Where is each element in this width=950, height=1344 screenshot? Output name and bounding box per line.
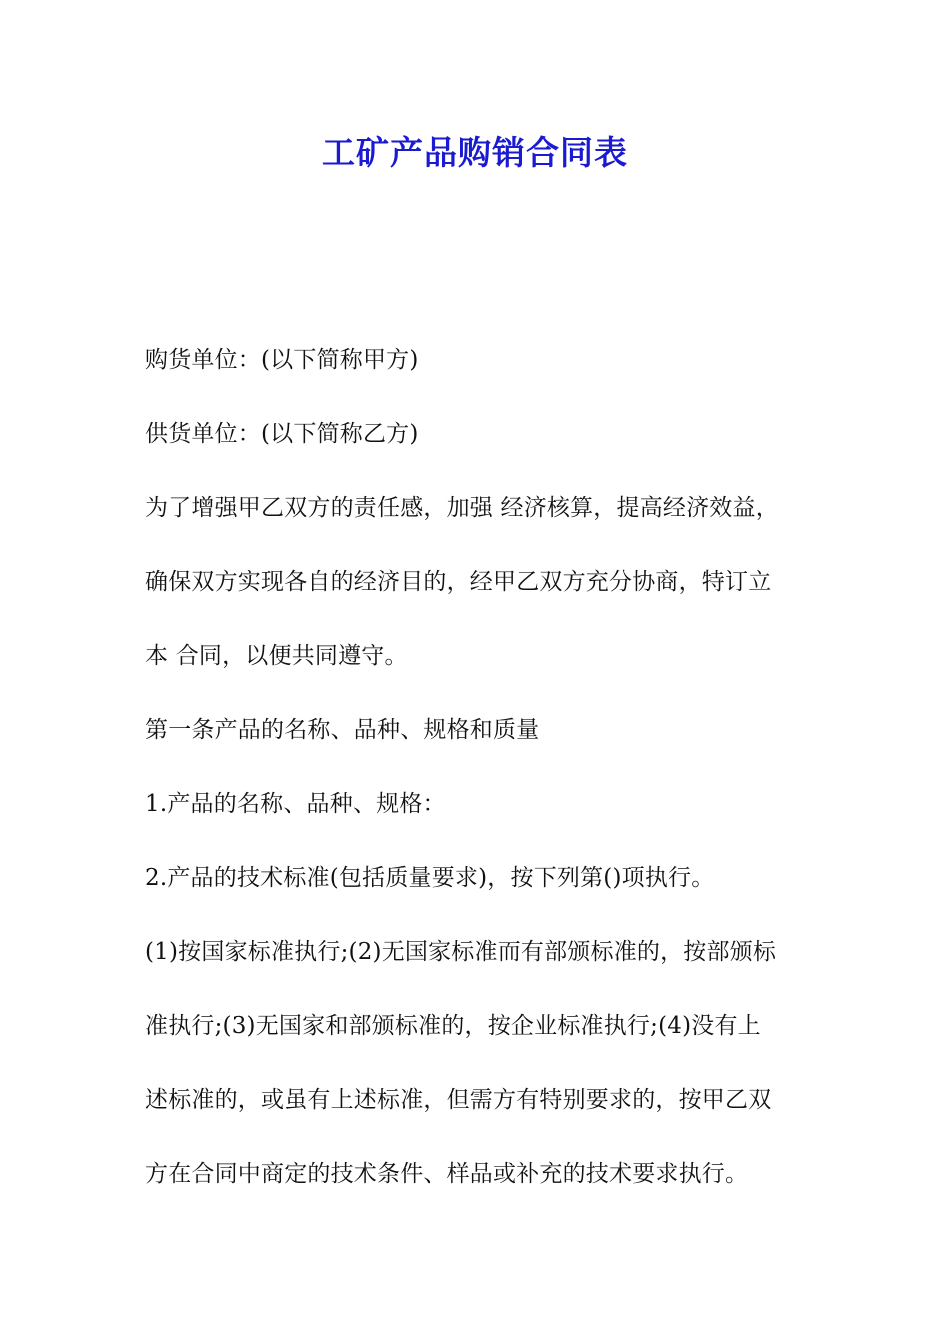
supplier-line: 供货单位：(以下简称乙方) <box>145 421 419 447</box>
preamble-line-3: 本 合同，以便共同遵守。 <box>145 643 408 669</box>
document-body <box>145 338 813 1226</box>
buyer-line: 购货单位：(以下简称甲方) <box>145 347 419 373</box>
article-1-item-2: 2.产品的技术标准(包括质量要求)，按下列第()项执行。 <box>145 865 715 891</box>
preamble-line-1: 为了增强甲乙双方的责任感，加强 经济核算，提高经济效益， <box>145 495 779 521</box>
standards-line-2: 准执行;(3)无国家和部颁标准的，按企业标准执行;(4)没有上 <box>145 1013 761 1039</box>
standards-line-4: 方在合同中商定的技术条件、样品或补充的技术要求执行。 <box>145 1161 749 1187</box>
standards-line-1: (1)按国家标准执行;(2)无国家标准而有部颁标准的，按部颁标 <box>145 939 777 965</box>
document-title: 工矿产品购销合同表 <box>322 133 628 172</box>
standards-line-3: 述标准的，或虽有上述标准，但需方有特别要求的，按甲乙双 <box>145 1087 772 1113</box>
article-1-heading: 第一条产品的名称、品种、规格和质量 <box>145 717 540 743</box>
preamble-line-2: 确保双方实现各自的经济目的，经甲乙双方充分协商，特订立 <box>145 569 772 595</box>
article-1-item-1: 1.产品的名称、品种、规格： <box>145 791 446 817</box>
